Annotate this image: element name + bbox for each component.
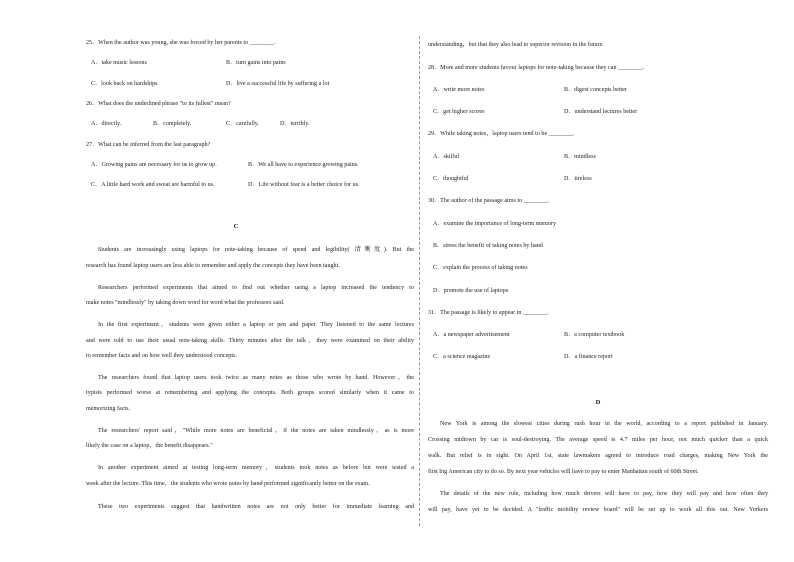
question-27-stem: 27．What can be inferred from the last paragraph? — [86, 142, 211, 148]
question-26-option-d: D．terribly. — [280, 121, 310, 127]
passage-d-line: The details of the new rule, including how much drivers will have to pay, how they will pay and how often they — [440, 491, 768, 497]
passage-c-line: research has found laptop users are less able to remember and apply the concepts they have been taught. — [86, 263, 340, 269]
question-25-option-a: A．take music lessons — [91, 60, 147, 66]
passage-d-line: will pay, have yet to be decided. A "traffic mobility review board" will be set up to work all this out. New Yorkers — [428, 507, 768, 513]
question-28-stem: 28．More and more students favour laptops for note-taking because they can ________. — [428, 65, 644, 71]
question-27-option-a: A．Growing pains are necessary for us to grow up. — [91, 162, 217, 168]
question-26-option-a: A．directly. — [91, 121, 122, 127]
passage-c-line: make notes "mindlessly" by taking down word for word what the professors said. — [86, 300, 285, 306]
passage-d-line: New York is among the slowest cities during rush hour in the world, according to a report published in January. — [440, 421, 768, 427]
question-30-stem: 30．The author of the passage aims to ________. — [428, 198, 550, 204]
passage-c-line: In the first experiment，students were given either a laptop or pen and paper. They listened to the same lectures — [98, 322, 414, 328]
passage-c-line: The researchers' report said，"While more notes are beneficial，if the notes are taken mindlessly，as is more — [98, 428, 414, 434]
question-29-stem: 29．While taking notes，laptop users tend to be ________. — [428, 131, 575, 137]
question-30-option-a: A．examine the importance of long-term memory — [433, 221, 557, 227]
passage-c-continuation: understanding，but that they also lead to superior revision in the future. — [428, 42, 604, 48]
question-25-option-b: B．turn gains into pains — [226, 60, 286, 66]
passage-c-line: In another experiment aimed at testing long-term memory，students took notes as before but were tested a — [98, 465, 414, 471]
question-31-option-c: C．a science magazine — [433, 354, 491, 360]
question-30-option-d: D．promote the use of laptops — [433, 288, 509, 294]
question-30-option-c: C．explain the process of taking notes — [433, 265, 528, 271]
question-29-option-b: B．mindless — [564, 154, 596, 160]
question-31-option-b: B．a computer textbook — [564, 332, 625, 338]
question-28-option-c: C．get higher scores — [433, 109, 485, 115]
question-27-option-c: C．A little hard work and sweat are harmful to us. — [91, 182, 215, 188]
passage-c-line: to remember facts and on how well they understood concepts. — [86, 353, 237, 359]
question-26-option-c: C．carefully. — [226, 121, 259, 127]
question-28-option-d: D．understand lectures better — [564, 109, 638, 115]
question-26-stem: 26．What does the underlined phrase "to its fullest" mean? — [86, 101, 231, 107]
passage-c-line: memorizing facts. — [86, 406, 130, 412]
passage-c-line: These two experiments suggest that handwritten notes are not only better for immediate learning and — [98, 504, 414, 510]
question-29-option-a: A．skilful — [433, 154, 460, 160]
passage-c-line: Students are increasingly using laptops for note-taking because of speed and legibility( 清晰度). But the — [98, 247, 414, 253]
question-27-option-b: B．We all have to experience growing pains. — [248, 162, 359, 168]
passage-d-line: walk. But relief is in sight. On April 1st, state lawmakers agreed to introduce road charges, making New York the — [428, 453, 768, 459]
question-25-option-d: D．live a successful life by suffering a lot — [226, 81, 330, 87]
question-31-option-d: D．a finance report — [564, 354, 613, 360]
question-31-stem: 31．The passage is likely to appear in ________. — [428, 310, 549, 316]
passage-c-line: The researchers found that laptop users took twice as many notes as those who wrote by hand. However，the — [98, 375, 414, 381]
question-30-option-b: B．stress the benefit of taking notes by hand — [433, 243, 543, 249]
question-29-option-d: D．tireless — [564, 176, 592, 182]
question-25-stem: 25．When the author was young, she was forced by her parents to ________. — [86, 40, 276, 46]
question-27-option-d: D．Life without fear is a better choice for us. — [248, 182, 360, 188]
passage-c-line: likely the case on a laptop，the benefit disappears." — [86, 443, 213, 449]
passage-c-line: typists performed worse at remembering and applying the concepts. Both groups scored similarly when it came to — [86, 390, 414, 396]
passage-c-line: week after the lecture. This time，the students who wrote notes by hand performed significantly better on the exam. — [86, 481, 370, 487]
column-divider — [419, 36, 420, 526]
question-31-option-a: A．a newspaper advertisement — [433, 332, 510, 338]
passage-c-line: Researchers performed experiments that aimed to find out whether using a laptop increased the tendency to — [98, 285, 414, 291]
passage-d-line: first big American city to do so. By next year vehicles will have to pay to enter Manhattan south of 60th Street. — [428, 469, 699, 475]
question-28-option-b: B．digest concepts better — [564, 87, 627, 93]
question-25-option-c: C．look back on hardships — [91, 81, 158, 87]
question-26-option-b: B．completely. — [153, 121, 192, 127]
section-d-heading: D — [595, 399, 601, 406]
question-29-option-c: C．thoughtful — [433, 176, 469, 182]
passage-d-line: Crossing midtown by car is soul-destroying. The average speed is 4.7 miles per hour, not much quicker than a quick — [428, 437, 768, 443]
section-c-heading: C — [233, 223, 239, 230]
question-28-option-a: A．write more notes — [433, 87, 485, 93]
passage-c-line: and were told to use their usual note-taking skills. Thirty minutes after the talk，they were examined on their ability — [86, 338, 414, 344]
